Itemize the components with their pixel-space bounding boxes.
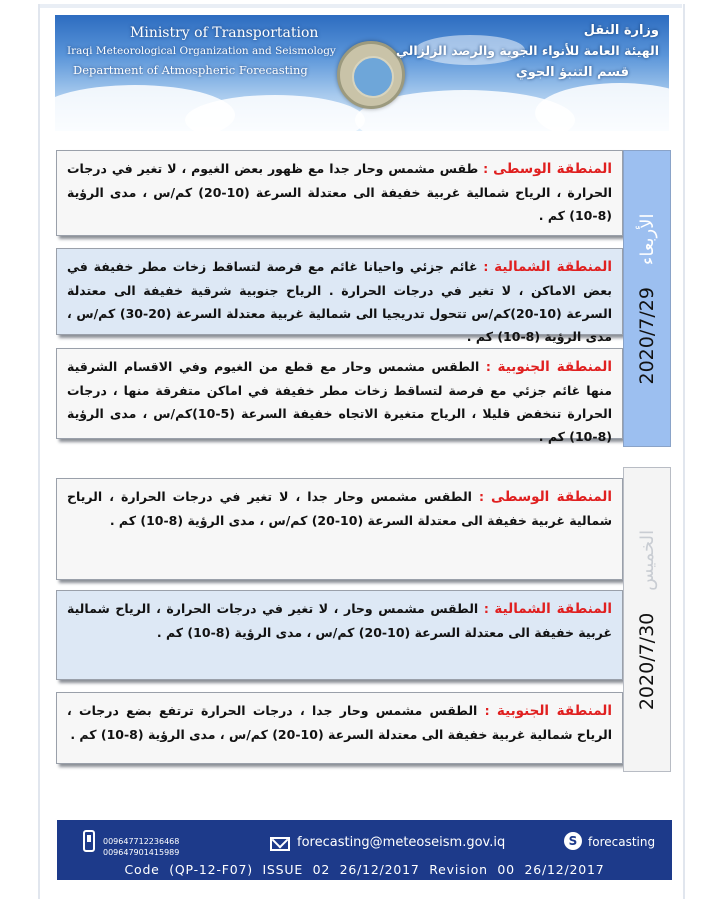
region-paragraph: المنطقة الوسطى : الطقس مشمس وحار جدا ، لا تغير في درجات الحرارة ، الرياح شمالية غربية خفيفة الى معتدلة السرعة (10-20) كم/س ، مدى الرؤية (8-10) كم . — [67, 489, 612, 528]
region-forecast-text: الطقس مشمس وحار جدا ، درجات الحرارة ترتفع بضع درجات ، الرياح شمالية غربية خفيفة الى معتدلة السرعة (10-20) كم/س ، مدى الرؤية (8-10) كم . — [67, 703, 612, 742]
organization-name-ar: الهيئة العامة للأنواء الجوية والرصد الزلزالي — [396, 43, 659, 58]
skype-handle[interactable]: forecasting — [588, 835, 656, 849]
page-frame-top — [38, 4, 682, 8]
region-label: المنطقة الوسطى — [491, 489, 612, 505]
phone-icon — [83, 830, 95, 852]
region-label: المنطقة الجنوبية — [496, 703, 612, 719]
day-name: الأربعاء — [637, 212, 658, 265]
forecast-region-south-day2 — [56, 692, 623, 764]
region-label: المنطقة الشمالية — [494, 259, 612, 275]
phone-numbers — [103, 836, 179, 858]
forecast-region-central-day2 — [56, 478, 623, 580]
logo-emblem-icon — [352, 56, 394, 98]
date-bar-day2 — [623, 467, 671, 772]
department-name-en: Department of Atmospheric Forecasting — [73, 63, 308, 77]
region-forecast-text: طقس مشمس وحار جدا مع ظهور بعض الغيوم ، لا تغير في درجات الحرارة ، الرياح شمالية غربية خفيفة الى معتدلة السرعة (10-20) كم/س ، مدى الرؤية (8-10) كم . — [67, 161, 612, 223]
forecast-date: 2020/7/30 — [636, 612, 658, 710]
forecast-region-south-day1 — [56, 348, 623, 444]
region-paragraph: المنطقة الشمالية : غائم جزئي واحيانا غائم مع فرصة لتساقط زخات مطر خفيفة في بعض الاماكن ، لا تغير في درجات الحرارة . الرياح جنوبية شرقية خفيفة الى معتدلة السرعة (10-20)كم/س تتحول تدريجيا الى شمالية غربية معتدلة السرعة (20-30) كم/س ، مدى الرؤية (8-10) كم . — [67, 259, 612, 344]
region-forecast-text: غائم جزئي واحيانا غائم مع فرصة لتساقط زخات مطر خفيفة في بعض الاماكن ، لا تغير في درجات الحرارة . الرياح جنوبية شرقية خفيفة الى معتدلة السرعة (10-20)كم/س تتحول تدريجيا الى شمالية غربية معتدلة السرعة (20-30) كم/س ، مدى الرؤية (8-10) كم . — [67, 259, 612, 344]
region-label: المنطقة الشمالية — [494, 601, 612, 617]
phone-number: 009647712236468 — [103, 837, 180, 846]
region-paragraph: المنطقة الجنوبية : الطقس مشمس وحار جدا ، درجات الحرارة ترتفع بضع درجات ، الرياح شمالية غربية خفيفة الى معتدلة السرعة (10-20) كم/س ، مدى الرؤية (8-10) كم . — [67, 703, 612, 742]
organization-logo — [337, 41, 405, 109]
forecast-date: 2020/7/29 — [636, 286, 658, 385]
region-forecast-text: الطقس مشمس وحار ، لا تغير في درجات الحرارة ، الرياح شمالية غربية خفيفة الى معتدلة السرعة (10-20) كم/س ، مدى الرؤية (8-10) كم . — [67, 601, 612, 640]
mail-icon — [270, 837, 290, 851]
header-banner — [55, 15, 669, 131]
region-forecast-text: الطقس مشمس وحار جدا ، لا تغير في درجات الحرارة ، الرياح شمالية غربية خفيفة الى معتدلة السرعة (10-20) كم/س ، مدى الرؤية (8-10) كم . — [67, 489, 612, 528]
day-name: الخميس — [637, 529, 658, 591]
page-frame-right — [683, 4, 685, 899]
region-paragraph: المنطقة الشمالية : الطقس مشمس وحار ، لا تغير في درجات الحرارة ، الرياح شمالية غربية خفيفة الى معتدلة السرعة (10-20) كم/س ، مدى الرؤية (8-10) كم . — [67, 601, 612, 640]
department-name-ar: قسم التنبؤ الجوي — [515, 65, 629, 80]
region-paragraph: المنطقة الوسطى : طقس مشمس وحار جدا مع ظهور بعض الغيوم ، لا تغير في درجات الحرارة ، الرياح شمالية غربية خفيفة الى معتدلة السرعة (10-20) كم/س ، مدى الرؤية (8-10) كم . — [67, 161, 612, 223]
ministry-name-en: Ministry of Transportation — [130, 25, 319, 41]
forecast-region-north-day2 — [56, 590, 623, 680]
region-label: المنطقة الجنوبية — [497, 359, 613, 375]
date-bar-day1 — [623, 150, 671, 447]
document-code-line: Code (QP-12-F07) ISSUE 02 26/12/2017 Revision 00 26/12/2017 — [124, 862, 605, 877]
email-link[interactable]: forecasting@meteoseism.gov.iq — [297, 835, 506, 850]
forecast-region-north-day1 — [56, 248, 623, 344]
ministry-name-ar: وزارة النقل — [583, 23, 659, 38]
page-frame-left — [38, 4, 40, 899]
organization-name-en: Iraqi Meteorological Organization and Seismology — [67, 45, 336, 57]
region-paragraph: المنطقة الجنوبية : الطقس مشمس وحار مع قطع من الغيوم وفي الاقسام الشرقية منها غائم جزئي مع فرصة لتساقط زخات مطر خفيفة في اماكن متفرقة منها ، درجات الحرارة تنخفض قليلا ، الرياح متغيرة الاتجاه خفيفة السرعة (5-10)كم/س ، مدى الرؤية (8-10) كم . — [67, 359, 613, 444]
region-label: المنطقة الوسطى — [493, 161, 612, 177]
cloud-shape — [535, 83, 669, 131]
forecast-region-central-day1 — [56, 150, 623, 236]
contact-footer — [57, 820, 672, 880]
skype-icon: S — [564, 832, 582, 850]
phone-number: 009647901415989 — [103, 848, 180, 857]
region-forecast-text: الطقس مشمس وحار مع قطع من الغيوم وفي الاقسام الشرقية منها غائم جزئي مع فرصة لتساقط زخات مطر خفيفة في اماكن متفرقة منها ، درجات الحرارة تنخفض قليلا ، الرياح متغيرة الاتجاه خفيفة السرعة (5-10)كم/س ، مدى الرؤية (8-10) كم . — [67, 359, 612, 444]
